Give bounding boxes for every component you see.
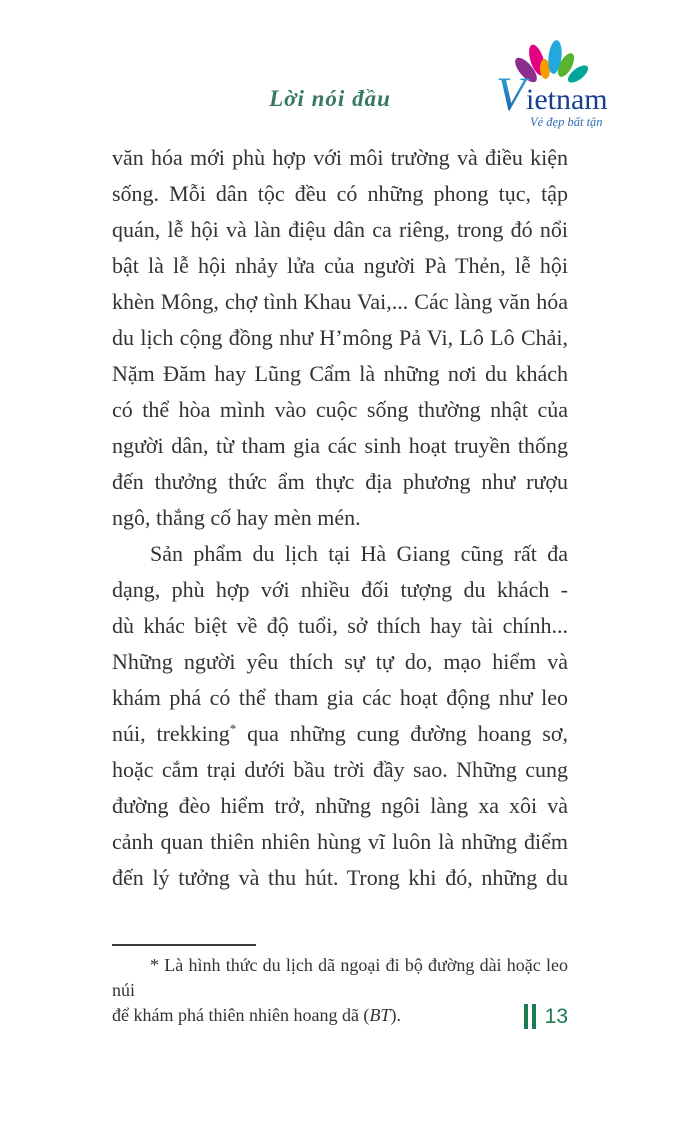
text-line: Những người yêu thích sự tự do, mạo hiểm và: [112, 649, 568, 674]
logo-tagline: Vẻ đẹp bất tận: [530, 115, 603, 129]
text-line: người dân, từ tham gia các sinh hoạt truyền thống: [112, 433, 568, 458]
vietnam-logo-graphic: [484, 40, 626, 134]
footnote-asterisk-marker: *: [229, 721, 237, 736]
text-line: bật là lễ hội nhảy lửa của người Pà Thẻn, lễ hội: [112, 253, 568, 278]
page-footer: [524, 1004, 568, 1029]
text-line: quán, lễ hội và làn điệu dân ca riêng, trong đó nổi: [112, 217, 568, 242]
page-number: 13: [544, 1004, 568, 1028]
text-segment: qua những cung đường hoang sơ,: [236, 721, 568, 746]
body-text: [112, 140, 568, 896]
footnote-source-abbrev: BT: [369, 1005, 391, 1025]
footnote-line: [112, 1003, 568, 1028]
vietnam-tourism-logo: [484, 40, 626, 134]
footnote-divider: [112, 944, 256, 946]
text-line: khám phá có thể tham gia các hoạt động như leo: [112, 685, 568, 710]
logo-wordmark: ietnam: [526, 83, 608, 116]
green-bar-icon: [532, 1004, 536, 1029]
text-line-with-footnote-marker: [112, 716, 568, 752]
text-line: khèn Mông, chợ tình Khau Vai,... Các làng văn hóa: [112, 289, 568, 314]
logo-letter-v: V: [496, 68, 526, 121]
footnote: [112, 944, 568, 1028]
text-line: dù khác biệt về độ tuổi, sở thích hay tài chính...: [112, 613, 568, 638]
page-number-bars-icon: [524, 1004, 536, 1029]
text-line: cảnh quan thiên nhiên hùng vĩ luôn là những điểm: [112, 829, 568, 854]
paragraph-1: [112, 140, 568, 536]
text-line: đến thưởng thức ẩm thực địa phương như rượu: [112, 469, 568, 494]
text-line: dạng, phù hợp với nhiều đối tượng du khách -: [112, 577, 568, 602]
green-bar-icon: [524, 1004, 528, 1029]
text-line: sống. Mỗi dân tộc đều có những phong tục, tập: [112, 181, 568, 206]
text-line: đường đèo hiểm trở, những ngôi làng xa xôi và: [112, 793, 568, 818]
text-line: Sản phẩm du lịch tại Hà Giang cũng rất đa: [150, 541, 568, 566]
text-line: du lịch cộng đồng như H’mông Pả Vi, Lô Lô Chải,: [112, 325, 568, 350]
footnote-line: * Là hình thức du lịch dã ngoại đi bộ đường dài hoặc leo núi: [112, 955, 568, 1000]
paragraph-2: [112, 536, 568, 896]
text-line: có thể hòa mình vào cuộc sống thường nhật của: [112, 397, 568, 422]
text-line: Nặm Đăm hay Lũng Cẩm là những nơi du khách: [112, 361, 568, 386]
text-segment: núi, trekking: [112, 721, 230, 746]
text-segment: để khám phá thiên nhiên hoang dã (: [112, 1005, 370, 1025]
text-line: ngô, thắng cố hay mèn mén.: [112, 505, 361, 530]
chapter-header-title: Lời nói đầu: [269, 86, 391, 111]
text-line: đến lý tưởng và thu hút. Trong khi đó, những du: [112, 865, 568, 890]
text-segment: ).: [390, 1005, 401, 1025]
text-line: hoặc cắm trại dưới bầu trời đầy sao. Những cung: [112, 757, 568, 782]
text-line: văn hóa mới phù hợp với môi trường và điều kiện: [112, 145, 568, 170]
